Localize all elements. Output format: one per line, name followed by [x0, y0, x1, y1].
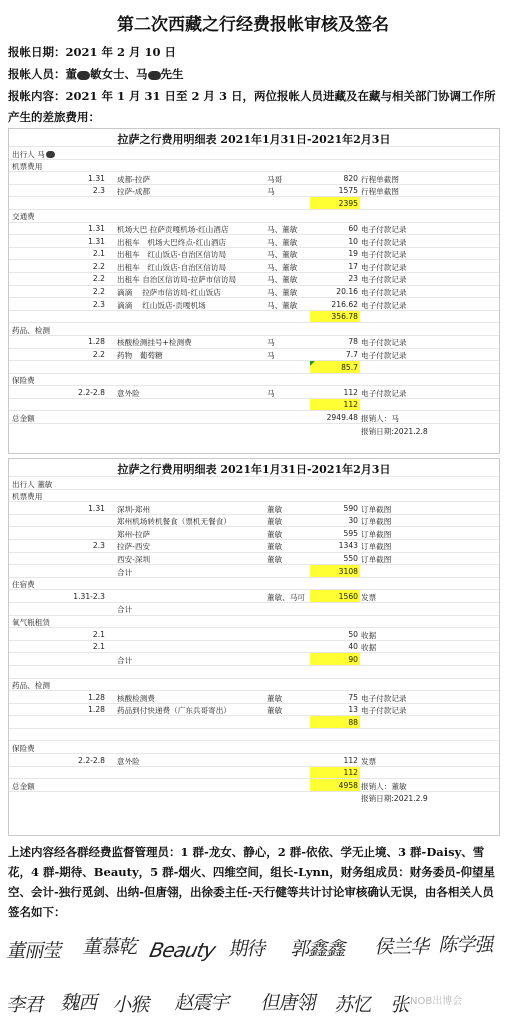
- item-cell: 西安-深圳: [117, 555, 151, 565]
- table-row: [9, 740, 499, 753]
- note-cell: 行程单截图: [361, 174, 399, 184]
- table-row: [9, 690, 499, 703]
- amount-cell: 10: [348, 236, 358, 246]
- note-cell: 订单截图: [361, 504, 392, 514]
- note-cell: 电子付款记录: [361, 262, 407, 272]
- section-label: 药品、检测: [12, 325, 50, 335]
- person-cell: 马: [267, 187, 275, 197]
- section-label: 出行人 董敏: [12, 479, 53, 489]
- section-label: 总金额: [12, 413, 35, 423]
- amount-cell: 13: [348, 705, 358, 715]
- table-row: [9, 209, 499, 222]
- report-content-label: 报帐内容：: [8, 89, 66, 103]
- note-cell: 电子付款记录: [361, 250, 407, 260]
- date-cell: 1.31-2.3: [73, 591, 105, 601]
- date-cell: 1.28: [88, 692, 105, 702]
- item-cell: 核酸检测挂号+检测费: [117, 338, 192, 348]
- date-cell: 2.2: [92, 350, 105, 359]
- amount-cell: 112: [343, 768, 358, 778]
- item-cell: 滴滴 拉萨市信访局-红山饭店: [117, 288, 221, 298]
- table-row: [9, 526, 499, 539]
- amount-cell: 820: [343, 173, 358, 183]
- section-label: 机票费用: [12, 162, 43, 172]
- handwritten-signature: 苏忆: [333, 994, 375, 1016]
- item-cell: 郑州机场转机餐食（票机无餐食）: [117, 517, 231, 527]
- section-label: 住宿费: [12, 580, 35, 590]
- amount-cell: 75: [348, 692, 358, 702]
- amount-cell: 30: [348, 516, 358, 526]
- amount-cell: 88: [348, 717, 358, 727]
- section-label: 保险费: [12, 743, 35, 753]
- amount-cell: 590: [343, 503, 358, 513]
- person-cell: 董敏: [267, 555, 283, 565]
- sheet-title: 拉萨之行费用明细表 2021年1月31日-2021年2月3日: [117, 133, 391, 146]
- amount-cell: 216.62: [331, 299, 358, 309]
- amount-cell: 112: [343, 400, 358, 410]
- redaction-blot: [148, 71, 161, 80]
- date-cell: 2.2-2.8: [78, 387, 105, 397]
- approval-paragraph: 上述内容经各群经费监督管理员：1 群-龙女、静心，2 群-依依、学无止境、3 群-Daisy、雪花，4 群-期待、Beauty，5 群-烟火、四维空间，组长-Lynn，财务组成员：财务委员-仰望星空、会计-独行觅剑、出纳-但唐翎，出徐委主任-天行健等共计讨论审核确认无误，由各相关人员签名如下：: [8, 845, 496, 919]
- item-cell: 深圳-郑州: [117, 504, 151, 514]
- table-row: [9, 247, 499, 260]
- table-row: [9, 539, 499, 552]
- item-cell: 合计: [117, 567, 133, 577]
- item-cell: 机场大巴 拉萨贡嘎机场-红山酒店: [117, 225, 229, 235]
- note-cell: 报销日期:2021.2.9: [361, 794, 428, 804]
- sheet-rows: [9, 476, 499, 803]
- table-row: [9, 703, 499, 716]
- date-cell: 1.31: [88, 173, 105, 183]
- note-cell: 电子付款记录: [361, 338, 407, 348]
- item-cell: 出租车 红山饭店-自治区信访局: [117, 262, 227, 272]
- item-cell: 出租车 自治区信访局-拉萨市信访局: [117, 275, 237, 285]
- section-label: 药品、检测: [12, 681, 50, 690]
- note-cell: 电子付款记录: [361, 693, 407, 703]
- person-cell: 马、董敏: [267, 300, 298, 310]
- item-cell: 滴滴 红山饭店-贡嘎机场: [117, 300, 206, 310]
- amount-cell: 3108: [338, 566, 358, 576]
- table-row: [9, 627, 499, 640]
- table-row: [9, 715, 499, 728]
- date-cell: 1.28: [88, 337, 105, 347]
- table-row: [9, 678, 499, 691]
- note-cell: 电子付款记录: [361, 300, 407, 310]
- note-cell: 订单截图: [361, 555, 392, 565]
- handwritten-signature: 侯兰华: [373, 936, 433, 958]
- item-cell: 合计: [117, 655, 133, 665]
- table-row: [9, 501, 499, 514]
- date-cell: 2.3: [92, 299, 105, 309]
- person-cell: 董敏: [267, 529, 283, 539]
- table-row: [9, 589, 499, 602]
- amount-cell: 19: [348, 249, 358, 259]
- section-label: 机票费用: [12, 492, 43, 502]
- table-row: [9, 640, 499, 653]
- table-row: [9, 791, 499, 804]
- report-people-a: 董: [65, 67, 77, 81]
- amount-cell: 60: [348, 224, 358, 234]
- handwritten-signature: 陈学强: [437, 934, 497, 956]
- note-cell: 发票: [361, 592, 377, 602]
- amount-cell: 2949.48: [326, 412, 358, 422]
- handwritten-signature: 张: [389, 994, 413, 1016]
- table-row: [9, 665, 499, 678]
- note-cell: 报销人：马: [361, 413, 399, 423]
- person-cell: 董敏: [267, 542, 283, 552]
- handwritten-signature: 郭鑫鑫: [289, 938, 349, 960]
- report-people: [8, 64, 500, 85]
- person-cell: 马、董敏: [267, 288, 298, 298]
- table-row: [9, 615, 499, 628]
- amount-cell: 2395: [338, 198, 358, 208]
- note-cell: 电子付款记录: [361, 275, 407, 285]
- table-row: [9, 514, 499, 527]
- table-row: [9, 348, 499, 361]
- person-cell: 马: [267, 351, 275, 360]
- amount-cell: 1343: [338, 541, 358, 551]
- table-row: [9, 753, 499, 766]
- date-cell: 2.2: [92, 274, 105, 284]
- sheet-title: 拉萨之行费用明细表 2021年1月31日-2021年2月3日: [117, 463, 391, 476]
- table-row: [9, 373, 499, 386]
- section-label: 交通费: [12, 212, 35, 222]
- table-row: [9, 728, 499, 741]
- item-cell: 意外险: [117, 756, 140, 766]
- item-cell: 出租车 红山饭店-自治区信访局: [117, 250, 227, 260]
- section-label: 氧气瓶租赁: [12, 618, 50, 628]
- amount-cell: 40: [348, 642, 358, 652]
- section-label: 总金额: [12, 781, 35, 791]
- table-row: [9, 423, 499, 436]
- note-cell: 订单截图: [361, 529, 392, 539]
- section-label: 保险费: [12, 376, 35, 386]
- expense-sheet-ma: [8, 128, 500, 454]
- person-cell: 董敏: [267, 504, 283, 514]
- date-cell: 1.31: [88, 224, 105, 234]
- expense-sheet-dong: [8, 458, 500, 836]
- item-cell: 拉萨-西安: [117, 542, 151, 552]
- table-row: [9, 285, 499, 298]
- amount-cell: 50: [348, 629, 358, 639]
- report-people-c: 先生: [160, 67, 184, 81]
- handwritten-signature: 小猴: [111, 994, 153, 1016]
- note-cell: 电子付款记录: [361, 237, 407, 247]
- table-row: [9, 335, 499, 348]
- table-row: [9, 398, 499, 411]
- note-cell: 电子付款记录: [361, 225, 407, 235]
- table-row: [9, 577, 499, 590]
- watermark: NOB出博会: [410, 996, 463, 1007]
- date-cell: 1.31: [88, 503, 105, 513]
- date-cell: 2.1: [92, 629, 105, 639]
- date-cell: 2.1: [92, 249, 105, 259]
- person-cell: 马哥: [267, 174, 283, 184]
- note-cell: 行程单截图: [361, 187, 399, 197]
- person-cell: 董敏: [267, 706, 283, 716]
- table-row: [9, 778, 499, 791]
- table-row: [9, 652, 499, 665]
- table-row: [9, 272, 499, 285]
- person-cell: 马、董敏: [267, 275, 298, 285]
- table-row: [9, 476, 499, 489]
- amount-cell: 17: [348, 261, 358, 271]
- table-row: [9, 196, 499, 209]
- table-row: [9, 259, 499, 272]
- report-people-label: 报帐人员：: [8, 67, 66, 81]
- person-cell: 马、董敏: [267, 250, 298, 260]
- amount-cell: 78: [348, 337, 358, 347]
- amount-cell: 7.7: [345, 350, 358, 359]
- item-cell: 药物 葡萄糖: [117, 351, 163, 360]
- redaction-blot: [77, 71, 90, 80]
- handwritten-signature: 董慕乾: [81, 936, 141, 958]
- document-title: 第二次西藏之行经费报帐审核及签名: [117, 15, 389, 35]
- table-row: [9, 552, 499, 565]
- table-row: [9, 171, 499, 184]
- item-cell: 核酸检测费: [117, 693, 155, 703]
- note-cell: 报销人：董敏: [361, 781, 407, 791]
- table-row: [9, 564, 499, 577]
- table-row: [9, 222, 499, 235]
- note-cell: 报销日期:2021.2.8: [361, 426, 428, 436]
- note-cell: 收据: [361, 630, 377, 640]
- amount-cell: 90: [348, 654, 358, 664]
- date-cell: 1.28: [88, 705, 105, 715]
- item-cell: 成都-拉萨: [117, 174, 151, 184]
- redaction-blot: [46, 151, 55, 158]
- date-cell: 2.3: [92, 186, 105, 196]
- handwritten-signature: 赵震宇: [173, 992, 233, 1014]
- table-row: [9, 410, 499, 423]
- note-cell: 收据: [361, 643, 377, 653]
- date-cell: 2.3: [92, 541, 105, 551]
- report-date-label: 报帐日期：: [8, 45, 66, 59]
- handwritten-signature: 但唐翎: [259, 992, 319, 1014]
- amount-cell: 112: [343, 755, 358, 765]
- handwritten-signature: Beauty: [147, 938, 218, 962]
- table-row: [9, 602, 499, 615]
- amount-cell: 1575: [338, 186, 358, 196]
- report-content-value: 2021 年 1 月 31 日至 2 月 3 日，两位报帐人员进藏及在藏与相关部门协调工作所产生的差旅费用：: [8, 89, 496, 124]
- person-cell: 马: [267, 338, 275, 348]
- date-cell: 2.2: [92, 261, 105, 271]
- amount-cell: 23: [348, 274, 358, 284]
- handwritten-signature: 李君: [5, 994, 47, 1016]
- item-cell: 出租车 机场大巴终点-红山酒店: [117, 237, 227, 247]
- report-content: [8, 86, 500, 128]
- table-row: [9, 360, 499, 373]
- person-cell: 马: [267, 388, 275, 398]
- person-cell: 董敏: [267, 693, 283, 703]
- person-cell: 马、董敏: [267, 262, 298, 272]
- note-cell: 电子付款记录: [361, 706, 407, 716]
- table-row: [9, 159, 499, 172]
- note-cell: 电子付款记录: [361, 288, 407, 298]
- sheet-rows: [9, 146, 499, 436]
- table-row: [9, 310, 499, 323]
- amount-cell: 595: [343, 528, 358, 538]
- table-row: [9, 146, 499, 159]
- note-cell: 电子付款记录: [361, 388, 407, 398]
- item-cell: 郑州-拉萨: [117, 529, 151, 539]
- report-people-b: 敏女士、马: [90, 67, 148, 81]
- table-row: [9, 385, 499, 398]
- amount-cell: 1560: [338, 591, 358, 601]
- date-cell: 1.31: [88, 236, 105, 246]
- handwritten-signature: 期待: [227, 938, 269, 960]
- amount-cell: 20.16: [336, 287, 358, 297]
- person-cell: 董敏: [267, 517, 283, 527]
- amount-cell: 550: [343, 554, 358, 564]
- handwritten-signature: 魏西: [59, 992, 101, 1014]
- note-cell: 订单截图: [361, 517, 392, 527]
- person-cell: 马、董敏: [267, 237, 298, 247]
- amount-cell: 112: [343, 387, 358, 397]
- note-cell: 发票: [361, 756, 377, 766]
- amount-cell: 356.78: [331, 312, 358, 322]
- table-row: [9, 297, 499, 310]
- amount-cell: 4958: [338, 780, 358, 790]
- table-row: [9, 766, 499, 779]
- report-date: [8, 42, 500, 63]
- note-cell: 电子付款记录: [361, 351, 407, 360]
- report-date-value: 2021 年 2 月 10 日: [65, 45, 177, 59]
- table-row: [9, 489, 499, 502]
- date-cell: 2.2: [92, 287, 105, 297]
- section-label: 出行人 马: [12, 149, 55, 160]
- table-row: [9, 322, 499, 335]
- comment-marker: [310, 361, 315, 366]
- date-cell: 2.1: [92, 642, 105, 652]
- table-row: [9, 184, 499, 197]
- date-cell: 2.2-2.8: [78, 755, 105, 765]
- item-cell: 合计: [117, 605, 133, 615]
- item-cell: 意外险: [117, 388, 140, 398]
- person-cell: 董敏、马可: [267, 592, 305, 602]
- item-cell: 药品到付快递费（广东兵哥寄出）: [117, 706, 231, 716]
- item-cell: 拉萨-成都: [117, 187, 151, 197]
- person-cell: 马、董敏: [267, 225, 298, 235]
- amount-cell: 85.7: [341, 362, 358, 372]
- table-row: [9, 234, 499, 247]
- handwritten-signature: 董丽莹: [5, 940, 65, 962]
- note-cell: 订单截图: [361, 542, 392, 552]
